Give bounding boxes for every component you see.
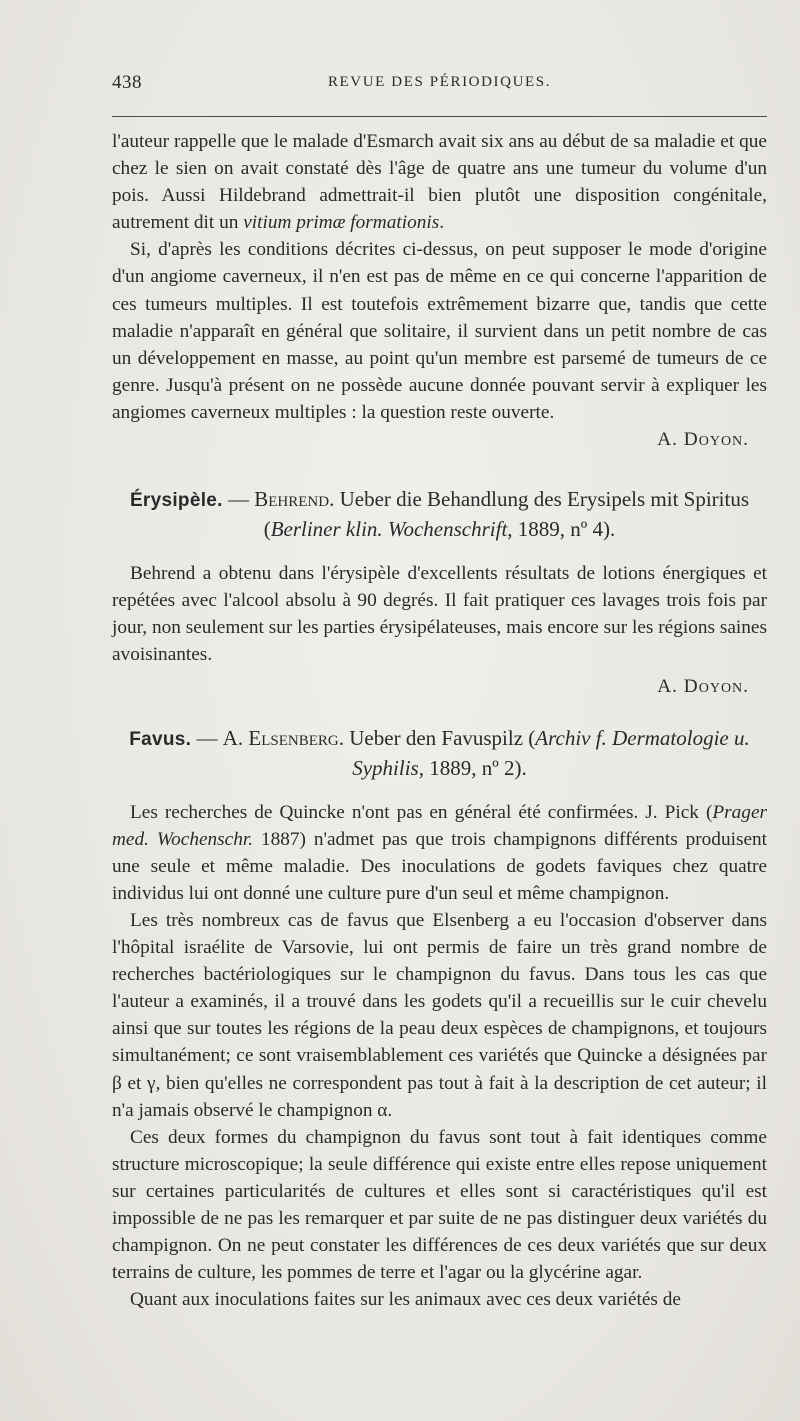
text-run: 1887) n'admet pas que trois champignons différents produisent une seule et même maladie. Des inoculations de godets faviques chez quatre individus lui ont donné une culture pure d'un seul et même champignon. xyxy=(112,828,767,904)
article-title: . Ueber den Favuspilz ( xyxy=(338,725,536,750)
article-heading-favus xyxy=(112,724,767,782)
running-head: REVUE DES PÉRIODIQUES. xyxy=(327,74,552,90)
journal-name: Berliner klin. Wochenschrift xyxy=(270,517,508,542)
intro-paragraph-2: Si, d'après les conditions décrites ci-dessus, on peut supposer le mode d'origine d'un angiome caverneux, il n'en est pas de même en ce qui concerne l'apparition de ces tumeurs multiples. Il est toutefois extrêmement bizarre que, tandis que cette maladie n'apparaît en général que solitaire, il survient dans un petit nombre de cas un développement en masse, au point qu'un membre est parsemé de tumeurs de ce genre. Jusqu'à présent on ne possède aucune donnée pouvant servir à expliquer les angiomes caverneux multiples : la question reste ouverte. xyxy=(112,239,767,423)
journal-name: Prager med. Wochenschr. xyxy=(112,801,767,850)
signature: A. Doyon. xyxy=(657,675,749,697)
text-run: . xyxy=(439,212,445,234)
dash: — xyxy=(222,487,255,512)
article1-paragraph: Behrend a obtenu dans l'érysipèle d'excellents résultats de lotions énergiques et repétées avec l'alcool absolu à 90 degrés. Il fait pratiquer ces lavages trois fois par jour, non seulement sur les parties érysipélateuses, mais encore sur les régions saines avoisinantes. xyxy=(112,563,767,666)
article-keyword: Érysipèle. xyxy=(129,490,223,512)
text-run: Les recherches de Quincke n'ont pas en général été confirmées. J. Pick ( xyxy=(130,801,713,823)
article-author: A. Elsenberg xyxy=(222,725,339,750)
dash: — xyxy=(191,725,223,750)
page-header xyxy=(112,72,767,100)
page-content xyxy=(112,128,767,1313)
article-heading-erysipele xyxy=(112,485,767,543)
article-title: . Ueber die Behandlung des Erysipels mit Spiritus ( xyxy=(263,487,750,542)
article-author: Behrend xyxy=(254,487,330,512)
article2-paragraph-1 xyxy=(112,799,767,907)
article-citation: , 1889, nº 2). xyxy=(418,755,527,780)
page-number: 438 xyxy=(112,72,142,93)
article-keyword: Favus. xyxy=(129,728,192,750)
journal-name: Archiv f. Dermatologie u. Syphilis xyxy=(352,725,750,780)
signature: A. Doyon. xyxy=(657,429,749,451)
article2-paragraph-2: Les très nombreux cas de favus que Elsenberg a eu l'occasion d'observer dans l'hôpital israélite de Varsovie, lui ont permis de faire un très grand nombre de recherches bactériologiques sur le champignon du favus. Dans tous les cas que l'auteur a examinés, il a trouvé dans les godets qu'il a recueillis sur le cuir chevelu ainsi que sur toutes les régions de la peau deux espèces de champignons, et toujours simultanément; ce sont vraisemblablement ces variétés que Quincke a désignées par β et γ, bien qu'elles ne correspondent pas tout à fait à la description de cet auteur; il n'a jamais observé le champignon α. xyxy=(112,909,767,1121)
latin-phrase: vitium primæ formationis xyxy=(243,212,440,234)
header-rule xyxy=(112,116,767,117)
article-citation: , 1889, nº 4). xyxy=(507,517,616,542)
intro-paragraph-1 xyxy=(112,128,767,236)
article2-paragraph-3: Ces deux formes du champignon du favus sont tout à fait identiques comme structure microscopique; la seule différence qui existe entre elles repose uniquement sur certaines particularités de cultures et elles sont si caractéristiques qu'il est impossible de ne pas les remarquer et par suite de ne pas distinguer deux variétés du champignon. On ne peut constater les différences de ces deux variétés que sur deux terrains de culture, les pommes de terre et l'agar ou la glycérine agar. xyxy=(112,1126,767,1284)
article2-paragraph-4: Quant aux inoculations faites sur les animaux avec ces deux variétés de xyxy=(130,1289,681,1311)
text-run: l'auteur rappelle que le malade d'Esmarch avait six ans au début de sa maladie et que chez le sien on avait constaté dès l'âge de quatre ans une tumeur du volume d'un pois. Aussi Hildebrand admettrait-il bien plutôt une disposition congénitale, autrement dit un xyxy=(112,131,767,234)
